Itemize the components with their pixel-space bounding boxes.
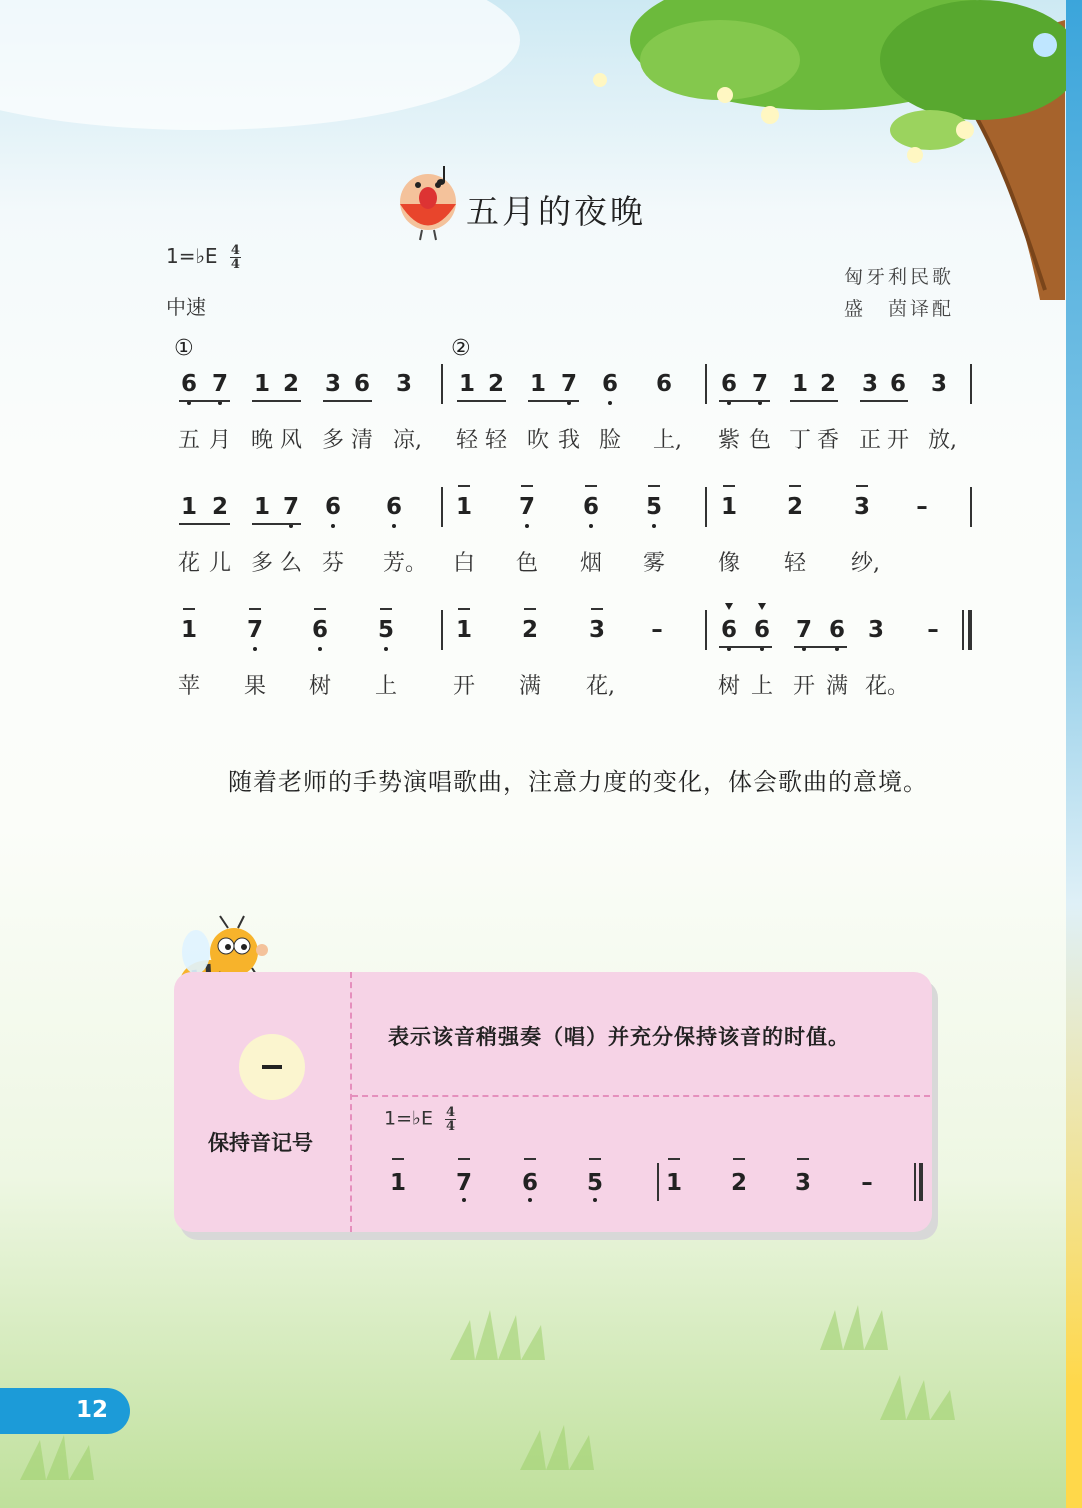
note: 3 [324, 371, 341, 397]
lyric: 正 [859, 428, 882, 453]
lyric: 满 [826, 674, 849, 699]
note: 1 [791, 371, 808, 397]
lyric: 风 [280, 428, 303, 453]
bar-line [705, 364, 707, 404]
low-octave-dot [525, 524, 529, 528]
beam [252, 400, 301, 402]
lyric: 开 [887, 428, 910, 453]
note: 6 [828, 617, 845, 643]
lyric: 花, [586, 674, 615, 699]
lyric: 晚 [251, 428, 274, 453]
card-note: 7 [455, 1170, 472, 1196]
lyric: 多 [322, 428, 345, 453]
lyric: 我 [558, 428, 581, 453]
section-marker-2: ② [451, 336, 471, 361]
note: 2 [819, 371, 836, 397]
note: 6 [720, 371, 737, 397]
note: 7 [518, 494, 535, 520]
lyric: 色 [516, 551, 539, 576]
lyric: 果 [244, 674, 267, 699]
tenuto-mark [458, 1158, 470, 1160]
accent-mark [725, 603, 733, 610]
tenuto-symbol [262, 1065, 282, 1069]
card-note: 1 [389, 1170, 406, 1196]
note: 7 [751, 371, 768, 397]
beam [179, 400, 230, 402]
note: – [651, 617, 663, 643]
tenuto-mark [249, 608, 261, 610]
note: 3 [588, 617, 605, 643]
note: – [927, 617, 939, 643]
bar-line [441, 487, 443, 527]
note: 1 [455, 494, 472, 520]
tree-icon [593, 0, 1080, 300]
lyric: 轻 [456, 428, 479, 453]
note: – [916, 494, 928, 520]
lyric: 凉, [393, 428, 422, 453]
tenuto-mark [733, 1158, 745, 1160]
final-bar-thin [962, 610, 964, 650]
page-edge-stripe [1066, 0, 1082, 1508]
lyric: 放, [928, 428, 957, 453]
card-bar-line [657, 1163, 659, 1201]
tenuto-mark [524, 608, 536, 610]
time-signature: $\frac{4}{4}$ [230, 243, 240, 272]
note: 6 [720, 617, 737, 643]
card-note: 3 [794, 1170, 811, 1196]
note: 6 [601, 371, 618, 397]
accent-mark [758, 603, 766, 610]
beam [719, 646, 772, 648]
instruction-text: 随着老师的手势演唱歌曲，注意力度的变化，体会歌曲的意境。 [228, 768, 928, 796]
tenuto-mark [380, 608, 392, 610]
section-marker-1: ① [174, 336, 194, 361]
bar-line [705, 487, 707, 527]
note: 3 [867, 617, 884, 643]
tenuto-mark [521, 485, 533, 487]
tenuto-symbol-badge [239, 1034, 305, 1100]
lyric: 满 [519, 674, 542, 699]
tenuto-mark [668, 1158, 680, 1160]
low-octave-dot [593, 1198, 597, 1202]
beam [457, 400, 506, 402]
note: 5 [645, 494, 662, 520]
lyric: 烟 [580, 551, 603, 576]
note: 6 [353, 371, 370, 397]
note: 6 [889, 371, 906, 397]
lyric: 色 [749, 428, 772, 453]
card-note: 5 [586, 1170, 603, 1196]
note: 7 [211, 371, 228, 397]
low-octave-dot [384, 647, 388, 651]
note: 2 [786, 494, 803, 520]
beam [323, 400, 372, 402]
lyric: 轻 [784, 551, 807, 576]
tenuto-mark [392, 1158, 404, 1160]
beam [860, 400, 908, 402]
final-bar-thick [968, 610, 972, 650]
tenuto-mark [524, 1158, 536, 1160]
beam [790, 400, 838, 402]
tenuto-mark [183, 608, 195, 610]
note: 6 [180, 371, 197, 397]
lyric: 苹 [178, 674, 201, 699]
note: 2 [521, 617, 538, 643]
symbol-name: 保持音记号 [208, 1131, 313, 1155]
beam [794, 646, 847, 648]
low-octave-dot [318, 647, 322, 651]
tenuto-mark [723, 485, 735, 487]
tenuto-mark [458, 485, 470, 487]
lyric: 芬 [322, 551, 345, 576]
tenuto-mark [458, 608, 470, 610]
lyric: 像 [718, 551, 741, 576]
note: 6 [324, 494, 341, 520]
note: 7 [560, 371, 577, 397]
page-number-tab [0, 1388, 130, 1434]
note: 1 [253, 371, 270, 397]
lyric: 五 [178, 428, 201, 453]
bar-line [705, 610, 707, 650]
lyric: 雾 [643, 551, 666, 576]
lyric: 香 [817, 428, 840, 453]
card-time-signature: $\frac{4}{4}$ [446, 1105, 456, 1134]
card-final-bar [919, 1163, 923, 1201]
note: 6 [385, 494, 402, 520]
lyric: 么 [280, 551, 303, 576]
grass-icon [20, 1305, 955, 1480]
lyric: 清 [351, 428, 374, 453]
lyric: 芳。 [383, 551, 428, 576]
note: 6 [311, 617, 328, 643]
lyric: 上, [653, 428, 682, 453]
note: 3 [853, 494, 870, 520]
note: 5 [377, 617, 394, 643]
tenuto-mark [314, 608, 326, 610]
beam [528, 400, 579, 402]
note: 3 [861, 371, 878, 397]
tenuto-mark [591, 608, 603, 610]
card-divider-vertical [350, 972, 352, 1232]
low-octave-dot [253, 647, 257, 651]
note: 1 [458, 371, 475, 397]
lyric: 丁 [789, 428, 812, 453]
card-note: 1 [665, 1170, 682, 1196]
lyric: 吹 [527, 428, 550, 453]
knowledge-card [174, 972, 932, 1232]
tenuto-mark [856, 485, 868, 487]
note: 1 [720, 494, 737, 520]
low-octave-dot [331, 524, 335, 528]
note: 3 [395, 371, 412, 397]
note: 2 [211, 494, 228, 520]
card-key-signature: 1=♭E $\frac{4}{4}$ [384, 1105, 456, 1134]
tenuto-mark [789, 485, 801, 487]
song-translator: 盛 茵译配 [843, 298, 954, 320]
note: 3 [930, 371, 947, 397]
bar-line [970, 364, 972, 404]
lyric: 树 [718, 674, 741, 699]
symbol-definition: 表示该音稍强奏（唱）并充分保持该音的时值。 [388, 1025, 850, 1049]
key-signature: 1=♭E $\frac{4}{4}$ [166, 243, 240, 272]
tenuto-mark [648, 485, 660, 487]
low-octave-dot [608, 401, 612, 405]
note: 6 [655, 371, 672, 397]
low-octave-dot [392, 524, 396, 528]
note: 6 [582, 494, 599, 520]
note: 1 [180, 494, 197, 520]
card-note: – [861, 1170, 873, 1196]
lyric: 纱, [851, 551, 880, 576]
tempo-marking: 中速 [166, 295, 206, 319]
note: 7 [795, 617, 812, 643]
note: 7 [282, 494, 299, 520]
beam [252, 523, 301, 525]
lyric: 脸 [599, 428, 622, 453]
lyric: 轻 [485, 428, 508, 453]
note: 2 [282, 371, 299, 397]
beam [179, 523, 230, 525]
note: 7 [246, 617, 263, 643]
lyric: 花 [178, 551, 201, 576]
card-divider-horizontal [352, 1095, 930, 1097]
note: 1 [253, 494, 270, 520]
note: 1 [180, 617, 197, 643]
song-title: 五月的夜晚 [466, 192, 646, 231]
beam [719, 400, 770, 402]
lyric: 树 [309, 674, 332, 699]
low-octave-dot [528, 1198, 532, 1202]
card-final-bar [914, 1163, 916, 1201]
note: 1 [455, 617, 472, 643]
title-block [398, 152, 698, 242]
bar-line [970, 487, 972, 527]
tenuto-mark [585, 485, 597, 487]
lyric: 儿 [209, 551, 232, 576]
lyric: 上 [751, 674, 774, 699]
lyric: 紫 [718, 428, 741, 453]
lyric: 上 [375, 674, 398, 699]
lyric: 开 [453, 674, 476, 699]
lyric: 月 [209, 428, 232, 453]
bar-line [441, 364, 443, 404]
lyric: 多 [251, 551, 274, 576]
note: 2 [487, 371, 504, 397]
song-origin: 匈牙利民歌 [843, 266, 954, 288]
bar-line [441, 610, 443, 650]
tenuto-mark [589, 1158, 601, 1160]
note: 6 [753, 617, 770, 643]
singing-ball-mascot-icon [398, 152, 468, 242]
note: 1 [529, 371, 546, 397]
low-octave-dot [462, 1198, 466, 1202]
lyric: 白 [453, 551, 476, 576]
low-octave-dot [589, 524, 593, 528]
page-number: 12 [76, 1397, 109, 1423]
tenuto-mark [797, 1158, 809, 1160]
lyric: 花。 [865, 674, 910, 699]
card-note: 2 [730, 1170, 747, 1196]
lyric: 开 [793, 674, 816, 699]
card-note: 6 [521, 1170, 538, 1196]
low-octave-dot [652, 524, 656, 528]
